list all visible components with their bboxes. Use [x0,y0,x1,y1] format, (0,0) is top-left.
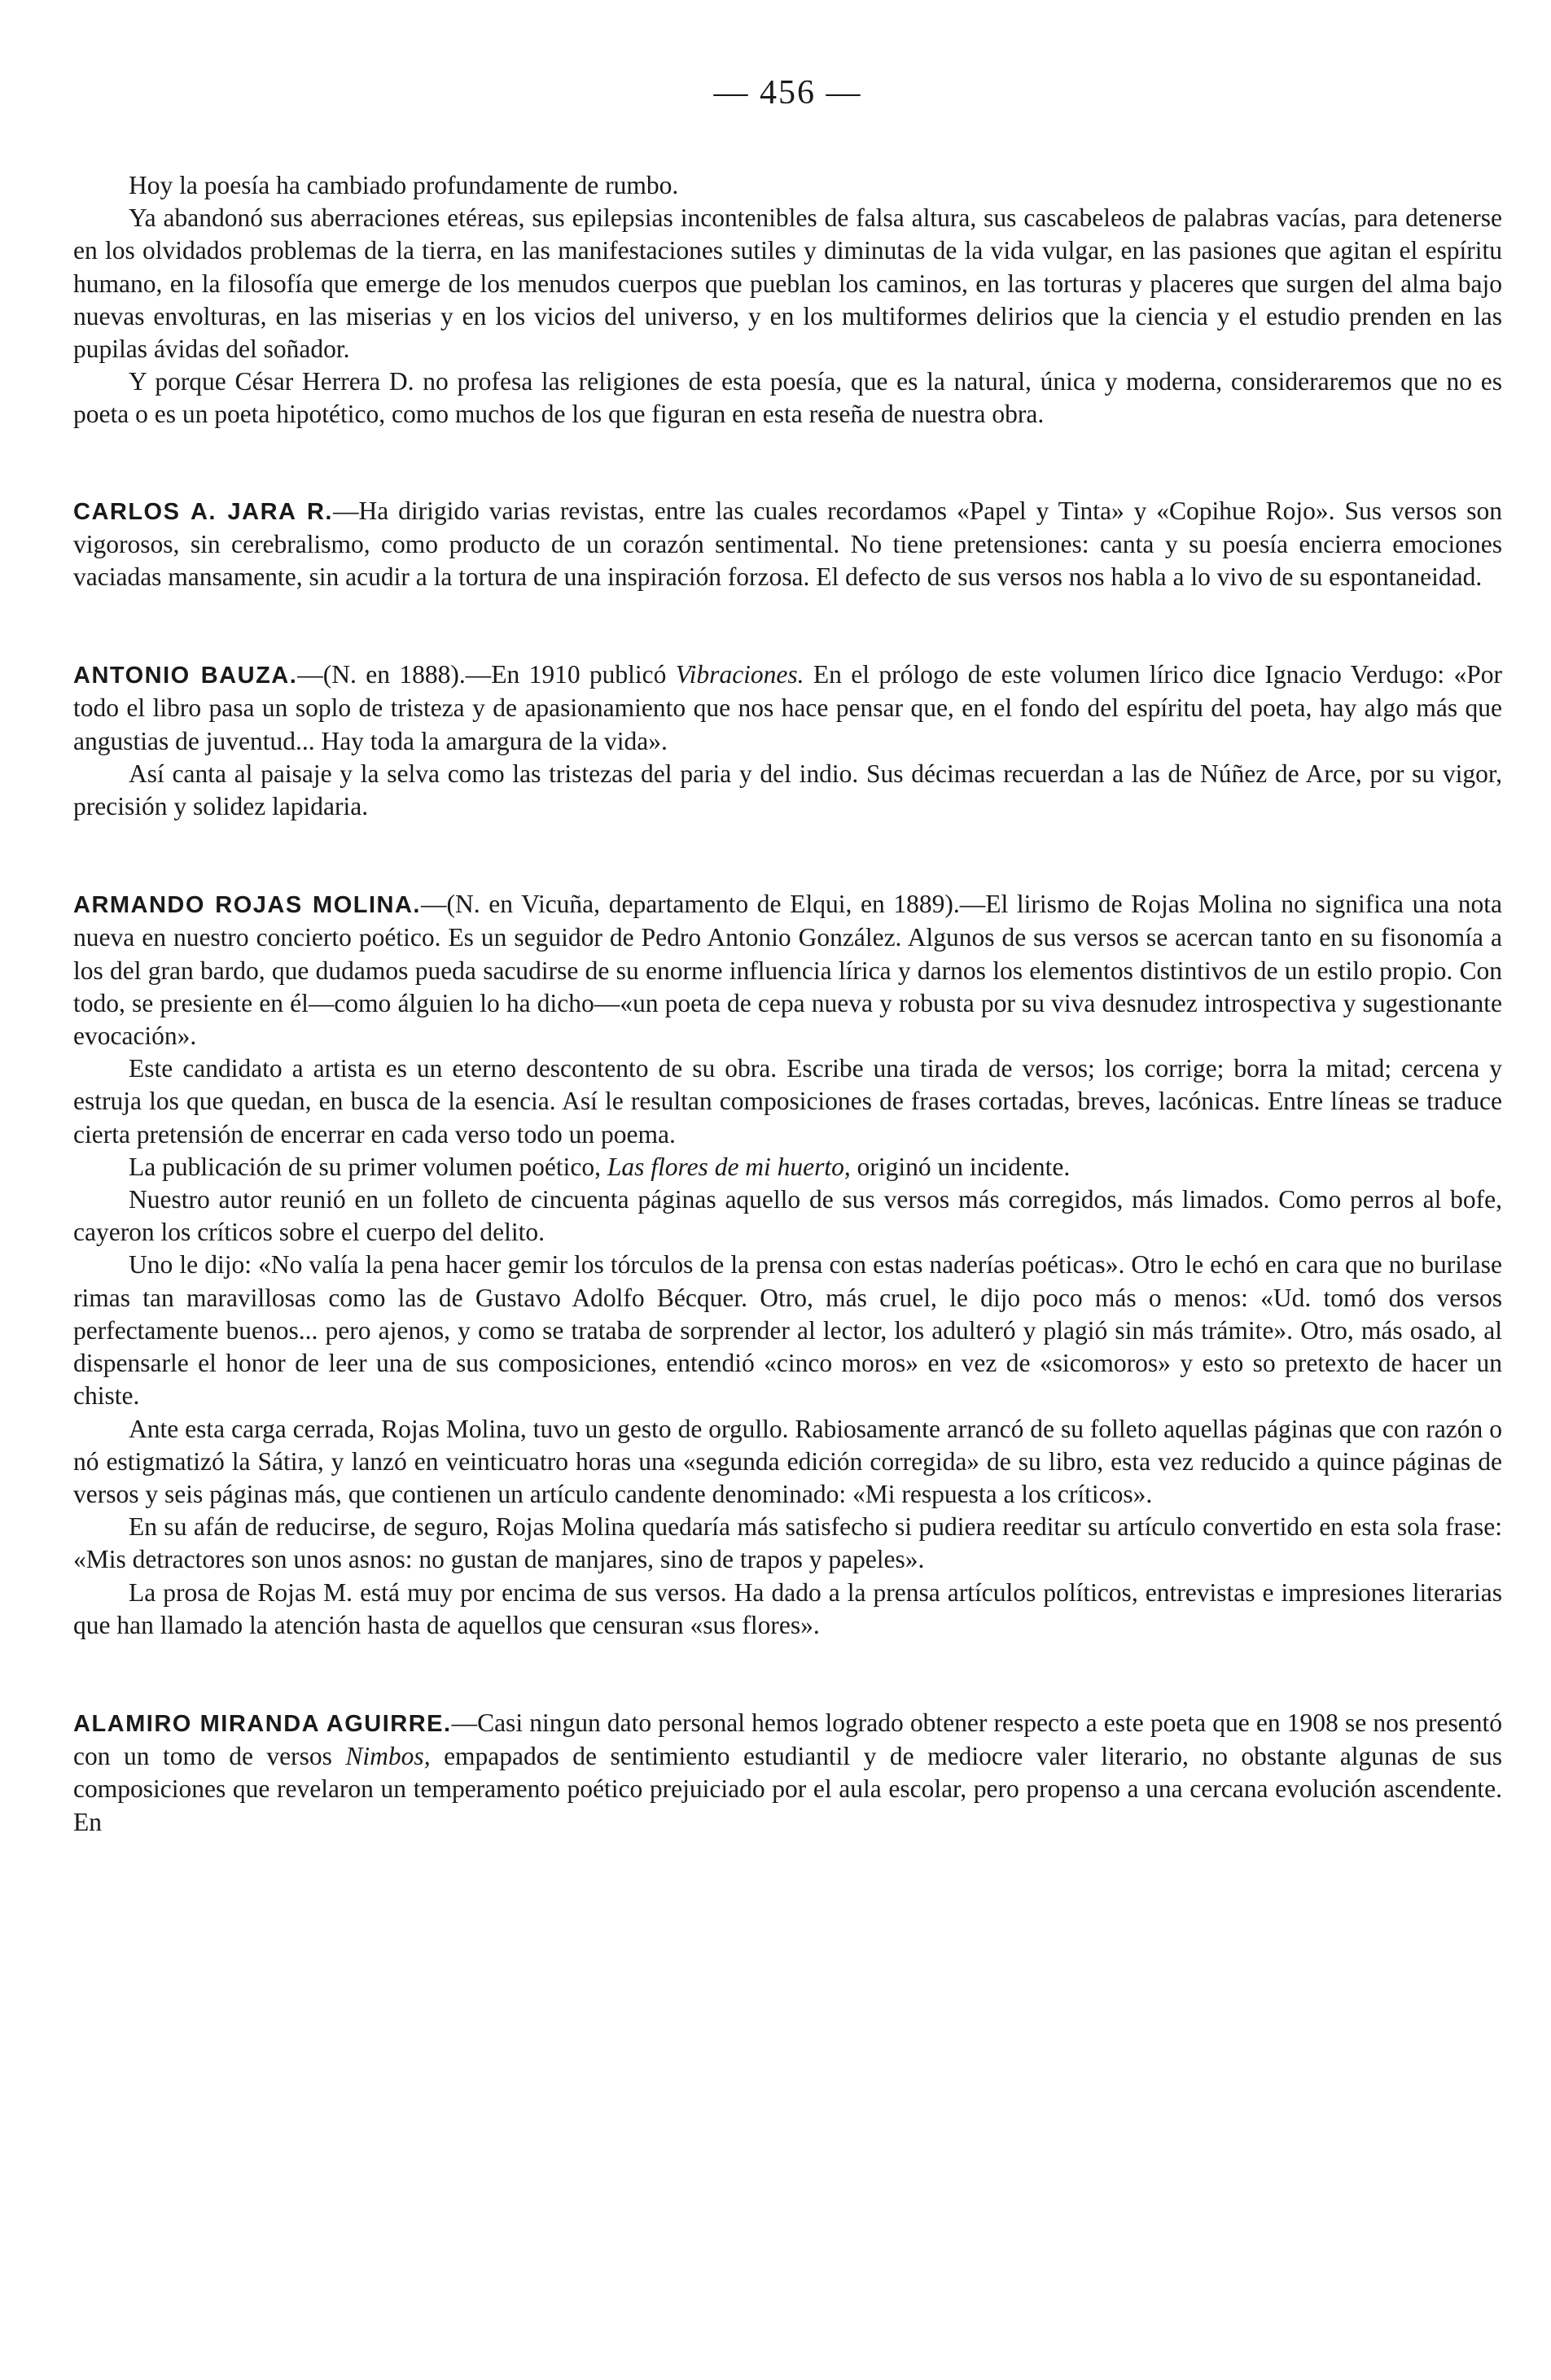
author-name: CARLOS A. JARA R. [73,498,333,525]
intro-paragraph: Hoy la poesía ha cambiado profundamente de rumbo. [129,171,679,199]
entry-paragraph [73,658,1502,758]
intro-section [73,169,1502,431]
book-title: Vibraciones. [675,660,804,689]
entry-paragraph: Así canta al paisaje y la selva como las tristezas del paria y del indio. Sus décimas recuerdan a las de Núñez de Arce, por su vigor, precisión y solidez lapidaria. [73,759,1502,821]
page-number: — 456 — [713,74,862,112]
entry-paragraph: En su afán de reducirse, de seguro, Rojas Molina quedaría más satisfecho si pudiera reeditar su artículo convertido en esta sola frase: «Mis detractores son unos asnos: no gustan de manjares, sino de trapos y papeles». [73,1512,1502,1574]
book-title: Las flores de mi huerto, [607,1152,851,1181]
entry-paragraph [73,1151,1502,1183]
entry-paragraph: Uno le dijo: «No valía la pena hacer gemir los tórculos de la prensa con estas naderías poéticas». Otro le echó en cara que no burilase rimas tan maravillosas como las de Gustavo Adolfo Bécquer. Otro, más cruel, le dijo poco más o menos: «Ud. tomó dos versos perfectamente buenos... pero ajenos, y como se trataba de sorprender al lector, los adulteró y plagió sin más trámite». Otro, más osado, al dispensarle el honor de leer una de sus composiciones, entendió «cinco moros» en vez de «sicomoros» y esto so pretexto de hacer un chiste. [73,1250,1502,1411]
entry-paragraph [73,888,1502,1052]
entry-text: —(N. en 1888).—En 1910 publicó [297,660,676,689]
author-name: ANTONIO BAUZA. [73,663,298,689]
entry-paragraph: Este candidato a artista es un eterno descontento de su obra. Escribe una tirada de versos; los corrige; borra la mitad; cercena y estruja los que quedan, en busca de la esencia. Así le resultan composiciones de frases cortadas, breves, lacónicas. Entre líneas se traduce cierta pretensión de encerrar en cada verso todo un poema. [73,1054,1502,1148]
entry-miranda [73,1707,1502,1839]
entry-text: La publicación de su primer volumen poético, [129,1152,607,1181]
entry-text: empapados de sentimiento estudiantil y de mediocre valer literario, no obstante algunas de sus composiciones que revelaron un temperamento poético prejuiciado por el aula escolar, pero propenso a una cercana evolución ascendente. En [73,1742,1502,1836]
entry-paragraph: La prosa de Rojas M. está muy por encima de sus versos. Ha dado a la prensa artículos políticos, entrevistas e impresiones literarias que han llamado la atención hasta de aquellos que censuran «sus flores». [73,1577,1502,1639]
entry-bauza [73,658,1502,823]
entry-text: En el prólogo de este volumen lírico dice Ignacio Verdugo: «Por todo el libro pasa un soplo de tristeza y de apasionamiento que nos hace pensar que, en el fondo del espíritu del poeta, hay algo más que angustias de juventud... Hay toda la amargura de la vida». [73,660,1502,755]
entry-text: —Ha dirigido varias revistas, entre las cuales recordamos «Papel y Tinta» y «Copihue Rojo». Sus versos son vigorosos, sin cerebralismo, como producto de un corazón sentimental. No tiene pretensiones: canta y su poesía encierra emociones vaciadas mansamente, sin acudir a la tortura de una inspiración forzosa. El defecto de sus versos nos habla a lo vivo de su espontaneidad. [73,496,1502,592]
entry-paragraph: Ante esta carga cerrada, Rojas Molina, tuvo un gesto de orgullo. Rabiosamente arrancó de su folleto aquellas páginas que con razón o nó estigmatizó la Sátira, y lanzó en veinticuatro horas una «segunda edición corregida» de su libro, esta vez reducido a quince páginas de versos y seis páginas más, que contienen un artículo candente denominado: «Mi respuesta a los críticos». [73,1414,1502,1508]
intro-paragraph: Ya abandonó sus aberraciones etéreas, sus epilepsias incontenibles de falsa altura, sus cascabeleos de palabras vacías, para detenerse en los olvidados problemas de la tierra, en las manifestaciones sutiles y diminutas de la vida vulgar, en las pasiones que agitan el espíritu humano, en la filosofía que emerge de los menudos cuerpos que pueblan los caminos, en las torturas y placeres que surgen del alma bajo nuevas envolturas, en las miserias y en los vicios del universo, y en los multiformes delirios que la ciencia y el estudio prenden en las pupilas ávidas del soñador. [73,203,1502,364]
entry-rojas [73,888,1502,1642]
book-title: Nimbos, [345,1742,431,1771]
intro-paragraph: Y porque César Herrera D. no profesa las religiones de esta poesía, que es la natural, única y moderna, consideraremos que no es poeta o es un poeta hipotético, como muchos de los que figuran en esta reseña de nuestra obra. [73,367,1502,429]
entry-paragraph [73,495,1502,594]
author-name: ALAMIRO MIRANDA AGUIRRE. [73,1710,452,1737]
entry-paragraph: Nuestro autor reunió en un folleto de cincuenta páginas aquello de sus versos más corregidos, más limados. Como perros al bofe, cayeron los críticos sobre el cuerpo del delito. [73,1185,1502,1247]
author-name: ARMANDO ROJAS MOLINA. [73,892,421,919]
entry-text: originó un incidente. [850,1152,1071,1181]
entry-jara [73,495,1502,594]
entry-text: —Casi ningun dato personal hemos logrado obtener respecto a este poeta que en 1908 se nos presentó con un tomo de versos [73,1708,1502,1771]
entry-text: —(N. en Vicuña, departamento de Elqui, en 1889).—El lirismo de Rojas Molina no significa una nota nueva en nuestro concierto poético. Es un seguidor de Pedro Antonio González. Algunos de sus versos se acercan tanto en su fisonomía a los del gran bardo, que dudamos pueda sacudirse de su enorme influencia lírica y darnos los elementos distintivos de un estilo propio. Con todo, se presiente en él—como álguien lo ha dicho—«un poeta de cepa nueva y robusta por su viva desnudez introspectiva y sugestionante evocación». [73,890,1502,1051]
entry-paragraph [73,1707,1502,1839]
